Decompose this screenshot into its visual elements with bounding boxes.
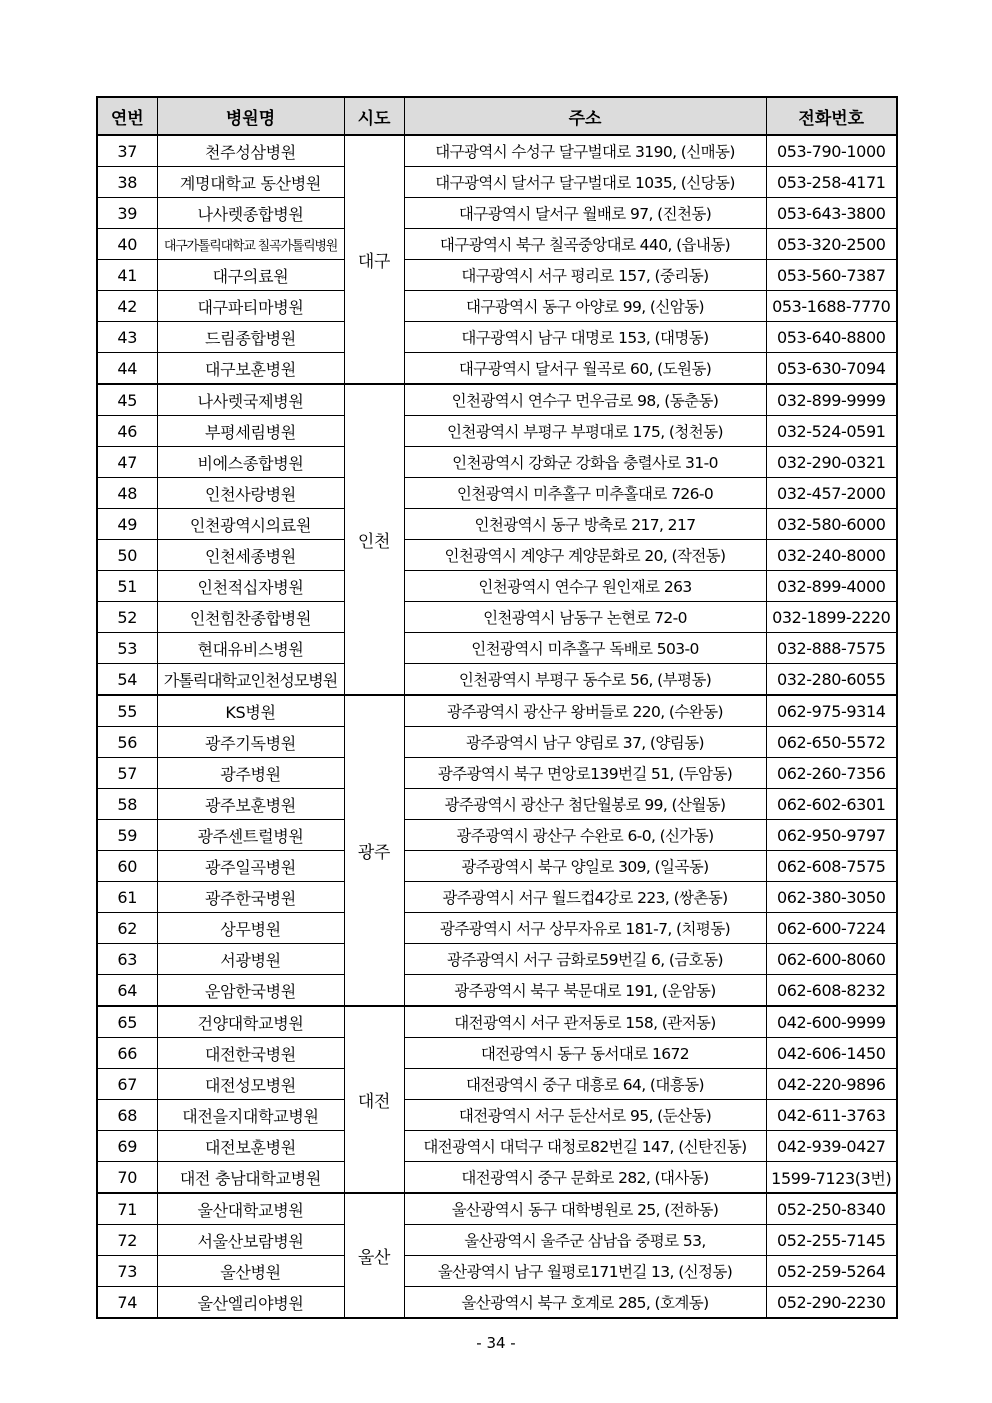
table-row xyxy=(97,913,897,944)
row-number: 37 xyxy=(97,135,157,167)
address: 인천광역시 남동구 논현로 72-0 xyxy=(404,602,766,633)
row-number: 46 xyxy=(97,416,157,447)
hospital-name: 비에스종합병원 xyxy=(157,447,344,478)
row-number: 42 xyxy=(97,291,157,322)
hospital-name: KS병원 xyxy=(157,695,344,727)
table-row xyxy=(97,1225,897,1256)
header-name: 병원명 xyxy=(157,97,344,135)
row-number: 53 xyxy=(97,633,157,664)
hospital-name: 나사렛종합병원 xyxy=(157,198,344,229)
region-cell: 광주 xyxy=(344,695,404,1006)
table-row xyxy=(97,1006,897,1038)
row-number: 70 xyxy=(97,1162,157,1194)
header-no: 연번 xyxy=(97,97,157,135)
address: 인천광역시 동구 방축로 217, 217 xyxy=(404,509,766,540)
row-number: 72 xyxy=(97,1225,157,1256)
address: 광주광역시 서구 월드컵4강로 223, (쌍촌동) xyxy=(404,882,766,913)
table-row xyxy=(97,1069,897,1100)
hospital-name: 광주일곡병원 xyxy=(157,851,344,882)
table-row xyxy=(97,1287,897,1319)
phone-number: 032-580-6000 xyxy=(766,509,897,540)
hospital-name: 현대유비스병원 xyxy=(157,633,344,664)
hospital-name: 계명대학교 동산병원 xyxy=(157,167,344,198)
hospital-name: 상무병원 xyxy=(157,913,344,944)
row-number: 63 xyxy=(97,944,157,975)
address: 대구광역시 서구 평리로 157, (중리동) xyxy=(404,260,766,291)
phone-number: 052-255-7145 xyxy=(766,1225,897,1256)
region-cell: 대구 xyxy=(344,135,404,384)
hospital-name: 건양대학교병원 xyxy=(157,1006,344,1038)
address: 대구광역시 달서구 달구벌대로 1035, (신당동) xyxy=(404,167,766,198)
table-row xyxy=(97,944,897,975)
hospital-name: 인천세종병원 xyxy=(157,540,344,571)
address: 인천광역시 연수구 먼우금로 98, (동춘동) xyxy=(404,384,766,416)
address: 대구광역시 달서구 월배로 97, (진천동) xyxy=(404,198,766,229)
hospital-name: 대전 충남대학교병원 xyxy=(157,1162,344,1194)
row-number: 47 xyxy=(97,447,157,478)
table-header-row xyxy=(97,97,897,135)
address: 대전광역시 중구 문화로 282, (대사동) xyxy=(404,1162,766,1194)
address: 인천광역시 미추홀구 미추홀대로 726-0 xyxy=(404,478,766,509)
row-number: 40 xyxy=(97,229,157,260)
table-row xyxy=(97,198,897,229)
hospital-name: 대전을지대학교병원 xyxy=(157,1100,344,1131)
row-number: 39 xyxy=(97,198,157,229)
phone-number: 052-290-2230 xyxy=(766,1287,897,1319)
row-number: 64 xyxy=(97,975,157,1007)
row-number: 55 xyxy=(97,695,157,727)
row-number: 52 xyxy=(97,602,157,633)
address: 대구광역시 남구 대명로 153, (대명동) xyxy=(404,322,766,353)
row-number: 44 xyxy=(97,353,157,385)
phone-number: 053-560-7387 xyxy=(766,260,897,291)
address: 대전광역시 대덕구 대청로82번길 147, (신탄진동) xyxy=(404,1131,766,1162)
hospital-name: 광주보훈병원 xyxy=(157,789,344,820)
phone-number: 032-457-2000 xyxy=(766,478,897,509)
phone-number: 062-260-7356 xyxy=(766,758,897,789)
phone-number: 042-600-9999 xyxy=(766,1006,897,1038)
hospital-name: 인천적십자병원 xyxy=(157,571,344,602)
header-sido: 시도 xyxy=(344,97,404,135)
table-row xyxy=(97,478,897,509)
hospital-name: 운암한국병원 xyxy=(157,975,344,1007)
address: 대전광역시 동구 동서대로 1672 xyxy=(404,1038,766,1069)
table-row xyxy=(97,1256,897,1287)
row-number: 68 xyxy=(97,1100,157,1131)
address: 울산광역시 울주군 삼남읍 중평로 53, xyxy=(404,1225,766,1256)
phone-number: 032-899-9999 xyxy=(766,384,897,416)
hospital-name: 울산병원 xyxy=(157,1256,344,1287)
hospital-name: 울산대학교병원 xyxy=(157,1193,344,1225)
table-row xyxy=(97,1193,897,1225)
address: 광주광역시 광산구 첨단월봉로 99, (산월동) xyxy=(404,789,766,820)
row-number: 41 xyxy=(97,260,157,291)
table-body xyxy=(97,135,897,1318)
hospital-table xyxy=(96,96,898,1319)
hospital-name: 대전성모병원 xyxy=(157,1069,344,1100)
hospital-name: 대구보훈병원 xyxy=(157,353,344,385)
row-number: 67 xyxy=(97,1069,157,1100)
table-row xyxy=(97,540,897,571)
row-number: 49 xyxy=(97,509,157,540)
hospital-name: 대구파티마병원 xyxy=(157,291,344,322)
phone-number: 052-250-8340 xyxy=(766,1193,897,1225)
phone-number: 032-899-4000 xyxy=(766,571,897,602)
hospital-name: 광주병원 xyxy=(157,758,344,789)
row-number: 71 xyxy=(97,1193,157,1225)
phone-number: 053-790-1000 xyxy=(766,135,897,167)
row-number: 50 xyxy=(97,540,157,571)
address: 대전광역시 서구 관저동로 158, (관저동) xyxy=(404,1006,766,1038)
region-cell: 인천 xyxy=(344,384,404,695)
row-number: 74 xyxy=(97,1287,157,1319)
phone-number: 042-939-0427 xyxy=(766,1131,897,1162)
phone-number: 052-259-5264 xyxy=(766,1256,897,1287)
phone-number: 1599-7123(3번) xyxy=(766,1162,897,1194)
phone-number: 032-290-0321 xyxy=(766,447,897,478)
table-row xyxy=(97,882,897,913)
table-row xyxy=(97,1038,897,1069)
phone-number: 032-524-0591 xyxy=(766,416,897,447)
row-number: 69 xyxy=(97,1131,157,1162)
hospital-name: 드림종합병원 xyxy=(157,322,344,353)
row-number: 65 xyxy=(97,1006,157,1038)
phone-number: 053-640-8800 xyxy=(766,322,897,353)
table-row xyxy=(97,229,897,260)
table-row xyxy=(97,727,897,758)
row-number: 54 xyxy=(97,664,157,696)
hospital-name: 인천광역시의료원 xyxy=(157,509,344,540)
hospital-name: 서울산보람병원 xyxy=(157,1225,344,1256)
table-row xyxy=(97,975,897,1007)
address: 광주광역시 서구 금화로59번길 6, (금호동) xyxy=(404,944,766,975)
hospital-name: 광주한국병원 xyxy=(157,882,344,913)
table-row xyxy=(97,1131,897,1162)
hospital-name: 나사렛국제병원 xyxy=(157,384,344,416)
table-row xyxy=(97,695,897,727)
table-row xyxy=(97,602,897,633)
hospital-name: 가톨릭대학교인천성모병원 xyxy=(157,664,344,696)
row-number: 62 xyxy=(97,913,157,944)
address: 울산광역시 동구 대학병원로 25, (전하동) xyxy=(404,1193,766,1225)
row-number: 66 xyxy=(97,1038,157,1069)
address: 인천광역시 계양구 계양문화로 20, (작전동) xyxy=(404,540,766,571)
phone-number: 032-240-8000 xyxy=(766,540,897,571)
row-number: 57 xyxy=(97,758,157,789)
phone-number: 062-608-8232 xyxy=(766,975,897,1007)
phone-number: 042-606-1450 xyxy=(766,1038,897,1069)
address: 광주광역시 북구 양일로 309, (일곡동) xyxy=(404,851,766,882)
row-number: 51 xyxy=(97,571,157,602)
hospital-name: 서광병원 xyxy=(157,944,344,975)
page-number: - 34 - xyxy=(476,1334,516,1352)
row-number: 38 xyxy=(97,167,157,198)
phone-number: 062-602-6301 xyxy=(766,789,897,820)
hospital-name: 인천힘찬종합병원 xyxy=(157,602,344,633)
phone-number: 053-643-3800 xyxy=(766,198,897,229)
hospital-name: 대전보훈병원 xyxy=(157,1131,344,1162)
row-number: 48 xyxy=(97,478,157,509)
address: 대구광역시 달서구 월곡로 60, (도원동) xyxy=(404,353,766,385)
address: 울산광역시 북구 호계로 285, (호계동) xyxy=(404,1287,766,1319)
phone-number: 062-608-7575 xyxy=(766,851,897,882)
hospital-name: 울산엘리야병원 xyxy=(157,1287,344,1319)
phone-number: 062-650-5572 xyxy=(766,727,897,758)
address: 대구광역시 북구 칠곡중앙대로 440, (읍내동) xyxy=(404,229,766,260)
header-address: 주소 xyxy=(404,97,766,135)
address: 울산광역시 남구 월평로171번길 13, (신정동) xyxy=(404,1256,766,1287)
address: 대전광역시 중구 대흥로 64, (대흥동) xyxy=(404,1069,766,1100)
table-row xyxy=(97,789,897,820)
hospital-name: 대구가톨릭대학교 칠곡가톨릭병원 xyxy=(157,229,344,260)
address: 인천광역시 부평구 부평대로 175, (청천동) xyxy=(404,416,766,447)
address: 인천광역시 연수구 원인재로 263 xyxy=(404,571,766,602)
address: 인천광역시 강화군 강화읍 충렬사로 31-0 xyxy=(404,447,766,478)
table-row xyxy=(97,820,897,851)
row-number: 45 xyxy=(97,384,157,416)
phone-number: 042-611-3763 xyxy=(766,1100,897,1131)
table-row xyxy=(97,447,897,478)
phone-number: 062-950-9797 xyxy=(766,820,897,851)
address: 광주광역시 북구 북문대로 191, (운암동) xyxy=(404,975,766,1007)
row-number: 56 xyxy=(97,727,157,758)
row-number: 59 xyxy=(97,820,157,851)
table-row xyxy=(97,416,897,447)
table-row xyxy=(97,851,897,882)
phone-number: 053-258-4171 xyxy=(766,167,897,198)
table-row xyxy=(97,322,897,353)
table-row xyxy=(97,1100,897,1131)
phone-number: 062-380-3050 xyxy=(766,882,897,913)
address: 광주광역시 서구 상무자유로 181-7, (치평동) xyxy=(404,913,766,944)
row-number: 43 xyxy=(97,322,157,353)
region-cell: 대전 xyxy=(344,1006,404,1193)
table-row xyxy=(97,664,897,696)
hospital-name: 광주센트럴병원 xyxy=(157,820,344,851)
address: 광주광역시 북구 면앙로139번길 51, (두암동) xyxy=(404,758,766,789)
address: 대구광역시 수성구 달구벌대로 3190, (신매동) xyxy=(404,135,766,167)
row-number: 58 xyxy=(97,789,157,820)
table-row xyxy=(97,384,897,416)
table-row xyxy=(97,353,897,385)
table-row xyxy=(97,633,897,664)
hospital-name: 대전한국병원 xyxy=(157,1038,344,1069)
row-number: 60 xyxy=(97,851,157,882)
hospital-name: 대구의료원 xyxy=(157,260,344,291)
phone-number: 053-320-2500 xyxy=(766,229,897,260)
table-row xyxy=(97,291,897,322)
phone-number: 053-1688-7770 xyxy=(766,291,897,322)
row-number: 73 xyxy=(97,1256,157,1287)
phone-number: 032-1899-2220 xyxy=(766,602,897,633)
table-row xyxy=(97,1162,897,1194)
header-phone: 전화번호 xyxy=(766,97,897,135)
phone-number: 062-600-8060 xyxy=(766,944,897,975)
table-row xyxy=(97,135,897,167)
address: 인천광역시 미추홀구 독배로 503-0 xyxy=(404,633,766,664)
region-cell: 울산 xyxy=(344,1193,404,1318)
address: 인천광역시 부평구 동수로 56, (부평동) xyxy=(404,664,766,696)
phone-number: 042-220-9896 xyxy=(766,1069,897,1100)
phone-number: 062-975-9314 xyxy=(766,695,897,727)
address: 대구광역시 동구 아양로 99, (신암동) xyxy=(404,291,766,322)
phone-number: 032-888-7575 xyxy=(766,633,897,664)
table-row xyxy=(97,167,897,198)
phone-number: 053-630-7094 xyxy=(766,353,897,385)
table-row xyxy=(97,509,897,540)
address: 광주광역시 남구 양림로 37, (양림동) xyxy=(404,727,766,758)
table-row xyxy=(97,758,897,789)
hospital-name: 부평세림병원 xyxy=(157,416,344,447)
address: 대전광역시 서구 둔산서로 95, (둔산동) xyxy=(404,1100,766,1131)
address: 광주광역시 광산구 수완로 6-0, (신가동) xyxy=(404,820,766,851)
address: 광주광역시 광산구 왕버들로 220, (수완동) xyxy=(404,695,766,727)
hospital-name: 광주기독병원 xyxy=(157,727,344,758)
hospital-name: 인천사랑병원 xyxy=(157,478,344,509)
phone-number: 062-600-7224 xyxy=(766,913,897,944)
phone-number: 032-280-6055 xyxy=(766,664,897,696)
row-number: 61 xyxy=(97,882,157,913)
hospital-name: 천주성삼병원 xyxy=(157,135,344,167)
table-row xyxy=(97,571,897,602)
table-row xyxy=(97,260,897,291)
